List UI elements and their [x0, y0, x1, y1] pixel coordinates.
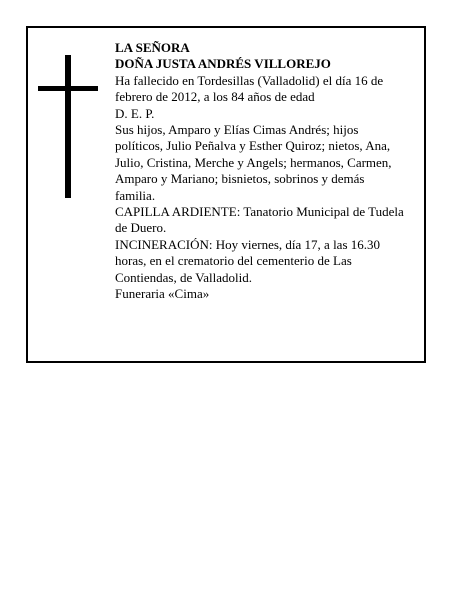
death-info: Ha fallecido en Tordesillas (Valladolid) el día 16 de febrero de 2012, a los 84 años de edad [115, 72, 384, 105]
cremation-text: INCINERACIÓN: Hoy viernes, día 17, a las 16.30 horas, en el crematorio del cementerio de Las Contiendas, de Valladolid. [115, 236, 381, 285]
obituary-notice [26, 26, 426, 363]
deceased-name: DOÑA JUSTA ANDRÉS VILLOREJO [115, 56, 331, 72]
cross-vertical-bar [65, 55, 71, 198]
cross-horizontal-bar [38, 86, 98, 91]
funeral-home-text: Funeraria «Cima» [115, 286, 210, 302]
heading-title: LA SEÑORA [115, 40, 190, 55]
family-text: Sus hijos, Amparo y Elías Cimas Andrés; hijos políticos, Julio Peñalva y Esther Quiroz; nietos, Ana, Julio, Cristina, Merche y Angels; hermanos, Carmen, Amparo y Mariano; bisnietos, sobrinos y demás familia. [115, 122, 392, 203]
rip-text: D. E. P. [115, 105, 155, 121]
chapel-text: CAPILLA ARDIENTE: Tanatorio Municipal de Tudela de Duero. [115, 204, 404, 236]
notice-text-block [115, 40, 407, 303]
cross-icon [38, 55, 98, 198]
